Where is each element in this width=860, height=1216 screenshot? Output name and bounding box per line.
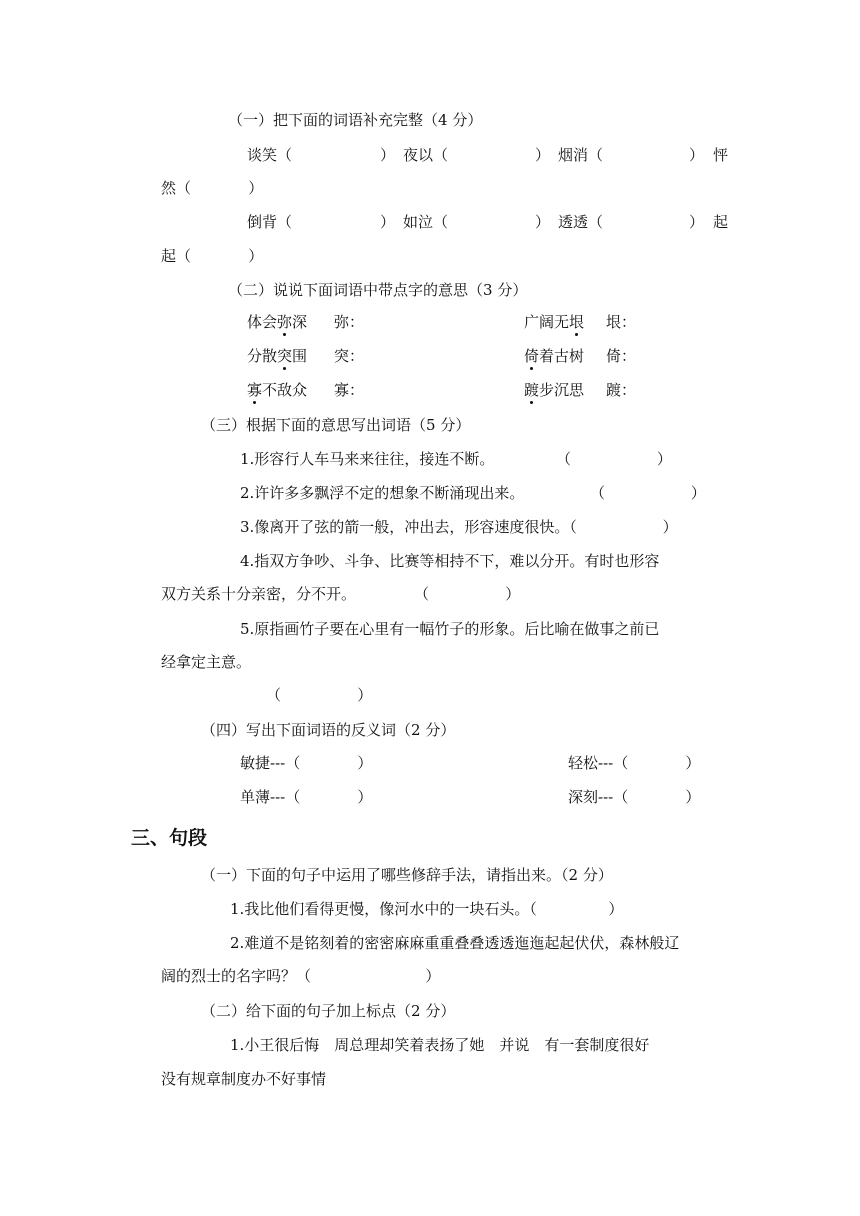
section3-sub1: （一）下面的句子中运用了哪些修辞手法，请指出来。（2 分） xyxy=(201,866,613,884)
question-5-cont: 经拿定主意。 xyxy=(161,653,252,671)
dotted-word: 体会弥深 xyxy=(247,313,308,331)
fill-item: 如泣（ xyxy=(403,213,449,231)
fill-item: ） xyxy=(689,213,705,231)
fill-item-continuation: 然（ ） xyxy=(161,179,264,197)
answer-blank: （ ） xyxy=(556,450,672,468)
fill-item: 起 xyxy=(713,213,729,231)
question-5: 5.原指画竹子要在心里有一幅竹子的形象。后比喻在做事之前已 xyxy=(240,620,660,638)
fill-item: ） xyxy=(380,146,396,164)
punctuation-sentence-cont: 没有规章制度办不好事情 xyxy=(161,1070,327,1088)
antonym-item: 单薄---（ ） xyxy=(240,788,373,806)
sentence-2: 2.难道不是铭刻着的密密麻麻重重叠叠透透迤迤起起伏伏，森林般辽 xyxy=(230,934,680,952)
question-2: 2.许许多多飘浮不定的想象不断涌现出来。 xyxy=(240,484,525,502)
dotted-word-label: 寡： xyxy=(334,381,365,399)
fill-item: 谈笑（ xyxy=(247,146,293,164)
fill-item: ） xyxy=(535,213,551,231)
question-4: 4.指双方争吵、斗争、比赛等相持不下，难以分开。有时也形容 xyxy=(240,552,660,570)
punctuation-sentence: 1.小王很后悔 周总理却笑着表扬了她 并说 有一套制度很好 xyxy=(230,1036,650,1054)
antonym-item: 敏捷---（ ） xyxy=(240,754,373,772)
question-3: 3.像离开了弦的箭一般，冲出去，形容速度很快。（ ） xyxy=(240,518,678,536)
part1-heading: （一）把下面的词语补充完整（4 分） xyxy=(228,111,483,129)
sentence-1: 1.我比他们看得更慢，像河水中的一块石头。（ ） xyxy=(230,900,624,918)
fill-item: 烟消（ xyxy=(558,146,604,164)
antonym-item: 轻松---（ ） xyxy=(568,754,701,772)
dotted-word-label: 倚： xyxy=(606,347,637,365)
fill-item: ） xyxy=(689,146,705,164)
dotted-word: 寡不敌众 xyxy=(247,381,308,399)
fill-item: 倒背（ xyxy=(247,213,293,231)
part4-heading: （四）写出下面词语的反义词（2 分） xyxy=(201,721,456,739)
dotted-word-label: 踱： xyxy=(606,381,637,399)
dotted-word-label: 突： xyxy=(334,347,365,365)
antonym-item: 深刻---（ ） xyxy=(568,788,701,806)
answer-blank: （ ） xyxy=(266,686,373,704)
dotted-word-label: 垠： xyxy=(606,313,637,331)
section3-sub2: （二）给下面的句子加上标点（2 分） xyxy=(201,1002,456,1020)
dotted-word: 分散突围 xyxy=(247,347,308,365)
dotted-word-label: 弥： xyxy=(334,313,365,331)
part2-heading: （二）说说下面词语中带点字的意思（3 分） xyxy=(228,281,528,299)
dotted-word: 广阔无垠 xyxy=(524,313,585,331)
fill-item: 夜以（ xyxy=(403,146,449,164)
fill-item: ） xyxy=(380,213,396,231)
sentence-2-cont: 阔的烈士的名字吗？（ ） xyxy=(161,967,441,985)
fill-item: 怦 xyxy=(713,146,729,164)
question-1: 1.形容行人车马来来往往，接连不断。 xyxy=(240,450,495,468)
dotted-word: 倚着古树 xyxy=(524,347,585,365)
fill-item: 透透（ xyxy=(558,213,604,231)
section-title: 三、句段 xyxy=(131,827,208,849)
fill-item-continuation: 起（ ） xyxy=(161,247,264,265)
question-4-cont: 双方关系十分亲密，分不开。 xyxy=(161,585,357,603)
answer-blank: （ ） xyxy=(590,484,706,502)
fill-item: ） xyxy=(535,146,551,164)
part3-heading: （三）根据下面的意思写出词语（5 分） xyxy=(201,416,471,434)
answer-blank: （ ） xyxy=(414,585,521,603)
dotted-word: 踱步沉思 xyxy=(524,381,585,399)
